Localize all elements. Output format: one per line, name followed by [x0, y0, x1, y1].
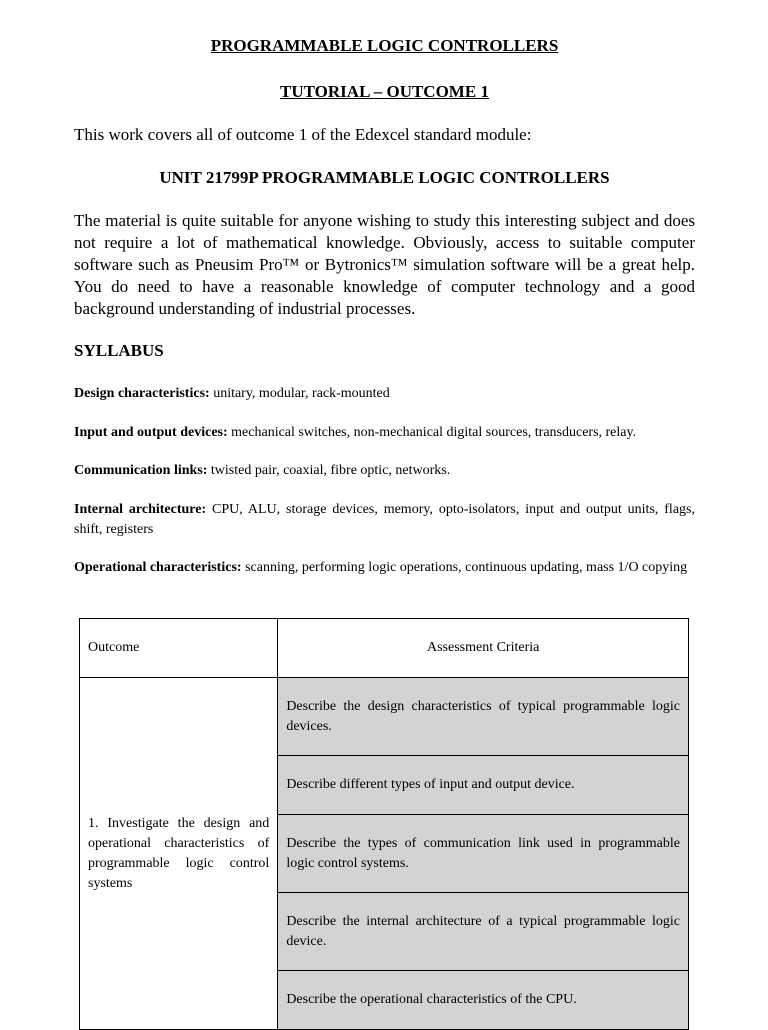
syllabus-label: Input and output devices: — [74, 425, 228, 440]
syllabus-label: Operational characteristics: — [74, 560, 242, 575]
intro-paragraph: This work covers all of outcome 1 of the Edexcel standard module: — [74, 125, 532, 144]
syllabus-item-operational — [74, 558, 695, 578]
document-subtitle: TUTORIAL – OUTCOME 1 — [280, 82, 489, 101]
criteria-cell: Describe the types of communication link used in programmable logic control systems. — [278, 815, 689, 893]
material-paragraph: The material is quite suitable for anyone wishing to study this interesting subject and does not require a lot of mathematical knowledge. Obviously, access to suitable computer software such as Pneusim Pro™ or Bytronics™ simulation software will be a great help. You do need to have a reasonable knowledge of computer technology and a good background understanding of industrial processes. — [74, 211, 695, 318]
syllabus-text: CPU, ALU, storage devices, memory, opto-isolators, input and output units, flags, shift, registers — [74, 502, 695, 537]
table-header-row — [80, 619, 689, 678]
outcome-cell: 1. Investigate the design and operational characteristics of programmable logic control systems — [80, 678, 278, 1030]
syllabus-item-architecture — [74, 500, 695, 540]
assessment-table — [79, 618, 689, 1030]
syllabus-text: unitary, modular, rack-mounted — [209, 386, 390, 401]
criteria-cell: Describe different types of input and output device. — [278, 756, 689, 815]
syllabus-heading: SYLLABUS — [74, 341, 164, 360]
syllabus-item-communication — [74, 461, 695, 481]
criteria-cell: Describe the operational characteristics of the CPU. — [278, 971, 689, 1030]
syllabus-text: scanning, performing logic operations, continuous updating, mass 1/O copying — [241, 560, 688, 575]
criteria-header: Assessment Criteria — [278, 619, 689, 678]
syllabus-label: Internal architecture: — [74, 502, 207, 517]
criteria-cell: Describe the internal architecture of a typical programmable logic device. — [278, 893, 689, 971]
syllabus-text: mechanical switches, non-mechanical digital sources, transducers, relay. — [227, 425, 637, 440]
syllabus-text: twisted pair, coaxial, fibre optic, networks. — [207, 463, 451, 478]
table-row — [80, 678, 689, 756]
criteria-cell: Describe the design characteristics of typical programmable logic devices. — [278, 678, 689, 756]
syllabus-label: Design characteristics: — [74, 386, 210, 401]
unit-title: UNIT 21799P PROGRAMMABLE LOGIC CONTROLLERS — [159, 168, 610, 187]
syllabus-label: Communication links: — [74, 463, 208, 478]
outcome-header: Outcome — [80, 619, 278, 678]
syllabus-item-design — [74, 384, 695, 404]
syllabus-item-io-devices — [74, 423, 695, 443]
document-title: PROGRAMMABLE LOGIC CONTROLLERS — [210, 36, 559, 55]
